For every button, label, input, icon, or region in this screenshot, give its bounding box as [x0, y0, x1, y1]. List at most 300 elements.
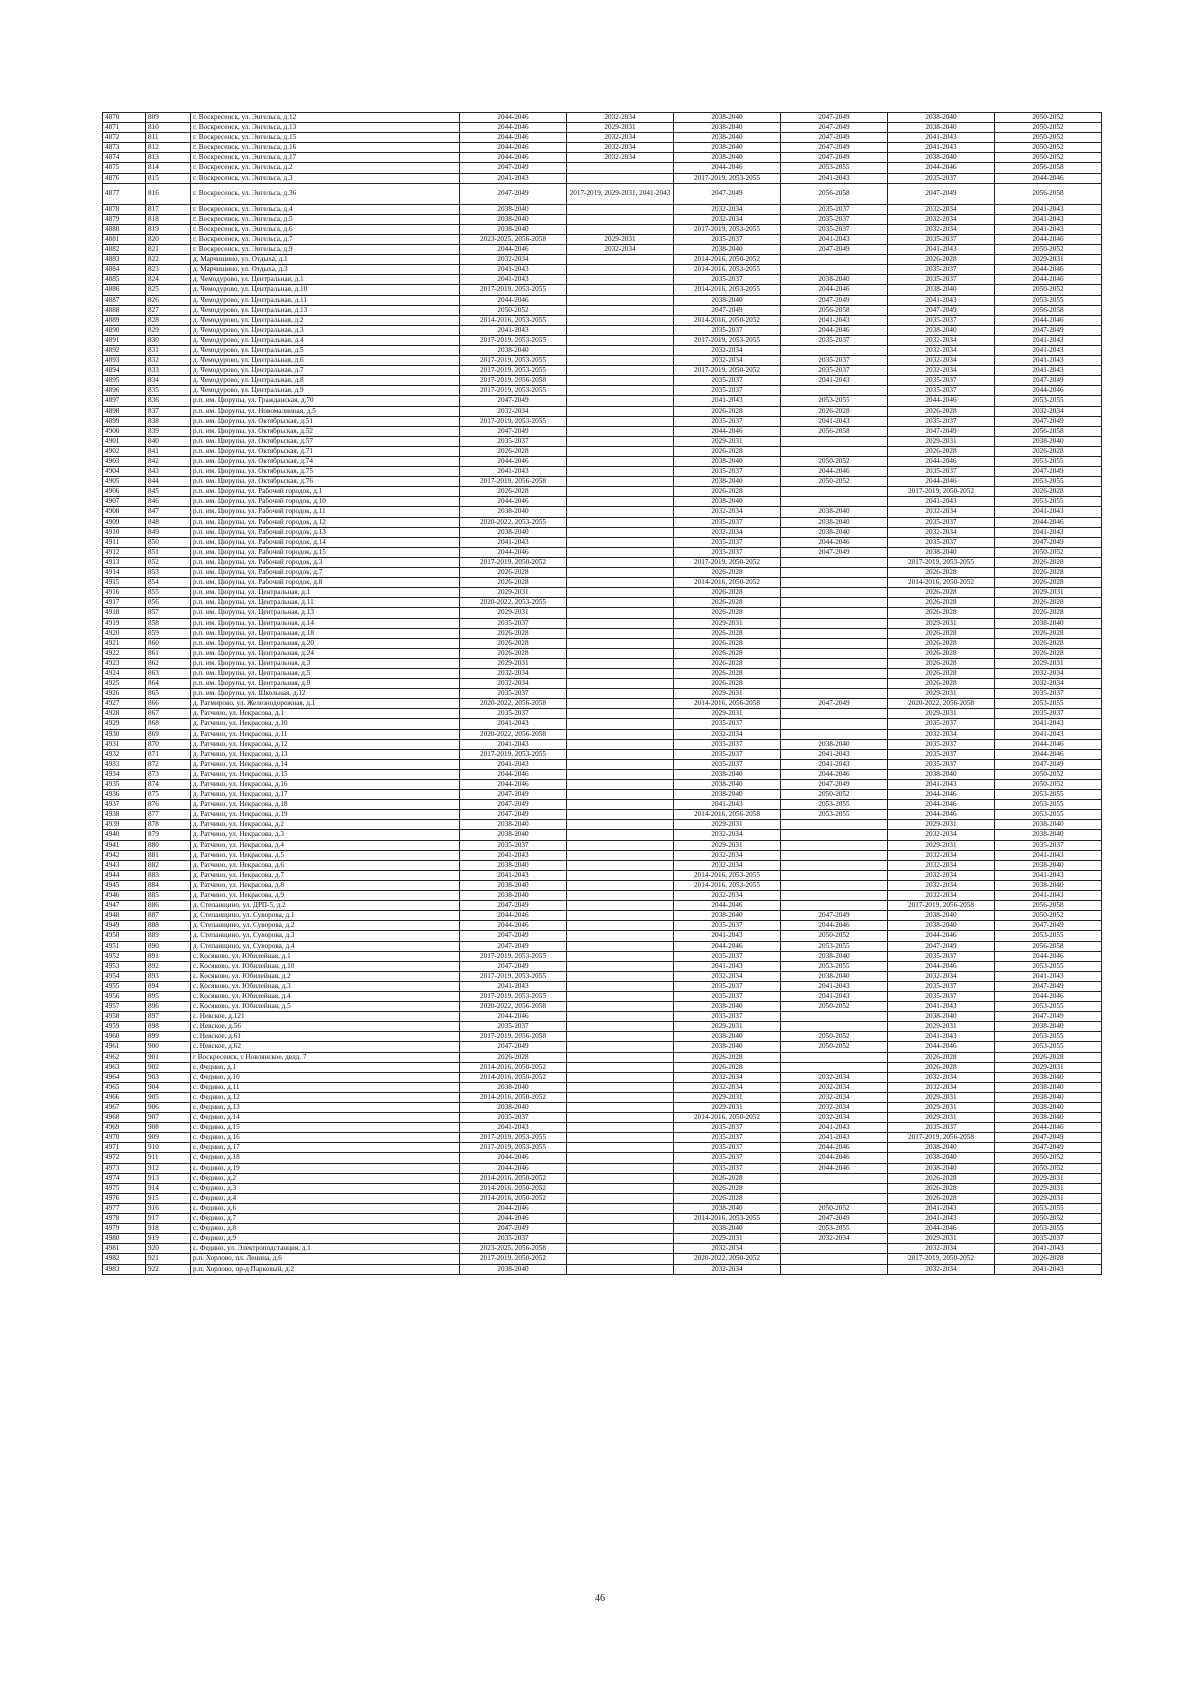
table-row [103, 1264, 1102, 1274]
period-roof-cell: 2044-2046 [460, 497, 567, 507]
house-number-cell: 824 [146, 275, 191, 285]
period-foundation-cell: 2032-2034 [995, 679, 1102, 689]
house-number-cell: 820 [146, 234, 191, 244]
period-engineering-cell: 2041-2043 [674, 396, 781, 406]
period-elevator-cell: 2047-2049 [781, 699, 888, 709]
period-elevator-cell [781, 1254, 888, 1264]
period-facade-cell [567, 426, 674, 436]
period-engineering-cell: 2029-2031 [674, 840, 781, 850]
period-facade-cell [567, 547, 674, 557]
house-number-cell: 847 [146, 507, 191, 517]
period-facade-cell [567, 315, 674, 325]
period-elevator-cell: 2035-2037 [781, 335, 888, 345]
table-row [103, 1224, 1102, 1234]
period-elevator-cell: 2050-2052 [781, 931, 888, 941]
period-basement-cell: 2038-2040 [888, 123, 995, 133]
row-number-cell: 4969 [103, 1123, 146, 1133]
address-cell: д. Марчишино, ул. Отдыха, д.1 [191, 255, 460, 265]
period-basement-cell: 2044-2046 [888, 163, 995, 173]
address-cell: р.п. им. Цюрупы, ул. Октябрьская, д.52 [191, 426, 460, 436]
period-elevator-cell: 2032-2034 [781, 1234, 888, 1244]
house-number-cell: 814 [146, 163, 191, 173]
period-basement-cell: 2020-2022, 2056-2058 [888, 699, 995, 709]
period-foundation-cell: 2038-2040 [995, 1022, 1102, 1032]
period-foundation-cell: 2041-2043 [995, 870, 1102, 880]
period-foundation-cell: 2026-2028 [995, 638, 1102, 648]
period-elevator-cell [781, 840, 888, 850]
table-row [103, 598, 1102, 608]
period-elevator-cell [781, 1183, 888, 1193]
table-row [103, 467, 1102, 477]
address-cell: с. Невское, д.121 [191, 1012, 460, 1022]
row-number-cell: 4944 [103, 870, 146, 880]
row-number-cell: 4953 [103, 961, 146, 971]
table-row [103, 921, 1102, 931]
period-roof-cell: 2026-2028 [460, 446, 567, 456]
period-basement-cell: 2035-2037 [888, 1123, 995, 1133]
period-elevator-cell [781, 850, 888, 860]
period-engineering-cell: 2038-2040 [674, 295, 781, 305]
period-facade-cell [567, 638, 674, 648]
address-cell: р.п. им. Цюрупы, ул. Центральная, д.18 [191, 628, 460, 638]
period-foundation-cell: 2044-2046 [995, 234, 1102, 244]
row-number-cell: 4978 [103, 1214, 146, 1224]
address-cell: д. Ратчино, ул. Некрасова, д.18 [191, 800, 460, 810]
period-elevator-cell [781, 729, 888, 739]
period-engineering-cell: 2038-2040 [674, 113, 781, 123]
period-facade-cell [567, 224, 674, 234]
house-number-cell: 912 [146, 1163, 191, 1173]
period-foundation-cell: 2047-2049 [995, 537, 1102, 547]
period-foundation-cell: 2026-2028 [995, 568, 1102, 578]
period-foundation-cell: 2047-2049 [995, 1012, 1102, 1022]
period-foundation-cell: 2044-2046 [995, 951, 1102, 961]
period-facade-cell [567, 386, 674, 396]
period-facade-cell [567, 840, 674, 850]
period-basement-cell: 2032-2034 [888, 971, 995, 981]
period-basement-cell: 2047-2049 [888, 941, 995, 951]
period-foundation-cell: 2038-2040 [995, 1092, 1102, 1102]
period-roof-cell: 2032-2034 [460, 668, 567, 678]
period-basement-cell: 2035-2037 [888, 416, 995, 426]
address-cell: г. Воскресенск, ул. Энгельса, д.13 [191, 123, 460, 133]
address-cell: д. Ратчино, ул. Некрасова, д.13 [191, 749, 460, 759]
period-basement-cell: 2032-2034 [888, 729, 995, 739]
house-number-cell: 898 [146, 1022, 191, 1032]
row-number-cell: 4972 [103, 1153, 146, 1163]
period-facade-cell [567, 1163, 674, 1173]
period-roof-cell: 2023-2025, 2056-2058 [460, 234, 567, 244]
house-number-cell: 823 [146, 265, 191, 275]
period-roof-cell: 2017-2019, 2053-2055 [460, 416, 567, 426]
period-engineering-cell: 2014-2016, 2050-2052 [674, 578, 781, 588]
period-foundation-cell: 2026-2028 [995, 598, 1102, 608]
table-row [103, 386, 1102, 396]
period-roof-cell: 2038-2040 [460, 204, 567, 214]
period-foundation-cell: 2029-2031 [995, 1183, 1102, 1193]
period-engineering-cell: 2026-2028 [674, 406, 781, 416]
period-engineering-cell: 2041-2043 [674, 800, 781, 810]
table-row [103, 457, 1102, 467]
period-roof-cell: 2044-2046 [460, 547, 567, 557]
table-body [103, 113, 1102, 1275]
period-basement-cell: 2032-2034 [888, 830, 995, 840]
row-number-cell: 4878 [103, 204, 146, 214]
house-number-cell: 893 [146, 971, 191, 981]
row-number-cell: 4885 [103, 275, 146, 285]
house-number-cell: 835 [146, 386, 191, 396]
table-row [103, 820, 1102, 830]
period-elevator-cell [781, 588, 888, 598]
address-cell: д. Ратчино, ул. Некрасова, д.10 [191, 719, 460, 729]
period-facade-cell [567, 1032, 674, 1042]
period-basement-cell: 2032-2034 [888, 527, 995, 537]
period-basement-cell: 2035-2037 [888, 951, 995, 961]
row-number-cell: 4921 [103, 638, 146, 648]
row-number-cell: 4963 [103, 1062, 146, 1072]
house-number-cell: 851 [146, 547, 191, 557]
period-foundation-cell: 2053-2055 [995, 1002, 1102, 1012]
period-engineering-cell: 2035-2037 [674, 537, 781, 547]
row-number-cell: 4932 [103, 749, 146, 759]
period-engineering-cell: 2038-2040 [674, 153, 781, 163]
address-cell: с. Федино, д.17 [191, 1143, 460, 1153]
period-basement-cell: 2041-2043 [888, 497, 995, 507]
period-elevator-cell: 2047-2049 [781, 547, 888, 557]
period-engineering-cell: 2035-2037 [674, 325, 781, 335]
period-elevator-cell: 2047-2049 [781, 123, 888, 133]
address-cell: с. Косяково, ул. Юбилейная, д.2 [191, 971, 460, 981]
house-number-cell: 883 [146, 870, 191, 880]
period-elevator-cell [781, 901, 888, 911]
house-number-cell: 884 [146, 880, 191, 890]
period-roof-cell: 2038-2040 [460, 1082, 567, 1092]
period-roof-cell: 2044-2046 [460, 1163, 567, 1173]
period-facade-cell [567, 618, 674, 628]
row-number-cell: 4914 [103, 568, 146, 578]
period-basement-cell: 2026-2028 [888, 638, 995, 648]
table-row [103, 1012, 1102, 1022]
period-facade-cell [567, 1234, 674, 1244]
house-number-cell: 852 [146, 557, 191, 567]
address-cell: с. Невское, д.62 [191, 1042, 460, 1052]
period-roof-cell: 2014-2016, 2050-2052 [460, 1183, 567, 1193]
period-engineering-cell: 2014-2016, 2053-2055 [674, 880, 781, 890]
period-basement-cell: 2032-2034 [888, 1244, 995, 1254]
address-cell: с. Федино, д.8 [191, 1224, 460, 1234]
period-elevator-cell: 2053-2055 [781, 941, 888, 951]
period-elevator-cell [781, 345, 888, 355]
table-row [103, 699, 1102, 709]
table-row [103, 173, 1102, 183]
period-basement-cell: 2035-2037 [888, 991, 995, 1001]
period-basement-cell: 2035-2037 [888, 315, 995, 325]
house-number-cell: 918 [146, 1224, 191, 1234]
period-facade-cell [567, 467, 674, 477]
period-roof-cell: 2044-2046 [460, 911, 567, 921]
period-engineering-cell: 2017-2019, 2053-2055 [674, 224, 781, 234]
period-foundation-cell: 2050-2052 [995, 245, 1102, 255]
period-foundation-cell: 2041-2043 [995, 1244, 1102, 1254]
period-roof-cell: 2047-2049 [460, 961, 567, 971]
period-elevator-cell [781, 880, 888, 890]
address-cell: с. Федино, д.4 [191, 1193, 460, 1203]
row-number-cell: 4938 [103, 810, 146, 820]
period-roof-cell: 2038-2040 [460, 345, 567, 355]
address-cell: р.п. Хорлово, пл. Ленина, д.6 [191, 1254, 460, 1264]
table-row [103, 1062, 1102, 1072]
row-number-cell: 4907 [103, 497, 146, 507]
period-facade-cell [567, 285, 674, 295]
address-cell: д. Ратчино, ул. Некрасова, д.14 [191, 759, 460, 769]
period-elevator-cell: 2035-2037 [781, 356, 888, 366]
table-row [103, 689, 1102, 699]
period-foundation-cell: 2050-2052 [995, 1163, 1102, 1173]
row-number-cell: 4939 [103, 820, 146, 830]
row-number-cell: 4931 [103, 739, 146, 749]
period-basement-cell: 2035-2037 [888, 739, 995, 749]
period-engineering-cell: 2026-2028 [674, 446, 781, 456]
period-elevator-cell: 2050-2052 [781, 1032, 888, 1042]
period-elevator-cell [781, 891, 888, 901]
house-number-cell: 907 [146, 1113, 191, 1123]
period-facade-cell [567, 265, 674, 275]
table-row [103, 729, 1102, 739]
period-facade-cell: 2029-2031 [567, 123, 674, 133]
period-engineering-cell: 2032-2034 [674, 356, 781, 366]
period-elevator-cell: 2044-2046 [781, 769, 888, 779]
period-basement-cell: 2038-2040 [888, 113, 995, 123]
period-basement-cell: 2017-2019, 2053-2055 [888, 557, 995, 567]
house-number-cell: 886 [146, 901, 191, 911]
house-number-cell: 861 [146, 648, 191, 658]
period-elevator-cell [781, 255, 888, 265]
address-cell: д. Ратчино, ул. Некрасова, д.2 [191, 820, 460, 830]
period-foundation-cell: 2041-2043 [995, 850, 1102, 860]
house-number-cell: 843 [146, 467, 191, 477]
period-basement-cell: 2041-2043 [888, 780, 995, 790]
row-number-cell: 4887 [103, 295, 146, 305]
period-foundation-cell: 2044-2046 [995, 991, 1102, 1001]
period-foundation-cell: 2026-2028 [995, 578, 1102, 588]
period-elevator-cell: 2041-2043 [781, 234, 888, 244]
period-basement-cell: 2041-2043 [888, 1032, 995, 1042]
address-cell: д. Чемодурово, ул. Центральная, д.2 [191, 315, 460, 325]
address-cell: д. Ратчино, ул. Некрасова, д.11 [191, 729, 460, 739]
period-facade-cell [567, 709, 674, 719]
row-number-cell: 4910 [103, 527, 146, 537]
row-number-cell: 4923 [103, 658, 146, 668]
table-row [103, 1092, 1102, 1102]
address-cell: д. Чемодурово, ул. Центральная, д.9 [191, 386, 460, 396]
period-facade-cell [567, 1214, 674, 1224]
period-basement-cell: 2035-2037 [888, 467, 995, 477]
house-number-cell: 895 [146, 991, 191, 1001]
period-engineering-cell: 2026-2028 [674, 598, 781, 608]
period-elevator-cell: 2032-2034 [781, 1072, 888, 1082]
period-basement-cell: 2017-2019, 2056-2058 [888, 901, 995, 911]
period-roof-cell: 2038-2040 [460, 527, 567, 537]
period-engineering-cell: 2032-2034 [674, 860, 781, 870]
period-engineering-cell: 2032-2034 [674, 527, 781, 537]
period-facade-cell [567, 810, 674, 820]
period-basement-cell: 2035-2037 [888, 719, 995, 729]
table-row [103, 1133, 1102, 1143]
address-cell: д. Степанщино, ул. Суворова, д.2 [191, 921, 460, 931]
period-roof-cell: 2044-2046 [460, 133, 567, 143]
period-roof-cell: 2017-2019, 2050-2052 [460, 1254, 567, 1264]
period-elevator-cell: 2056-2058 [781, 305, 888, 315]
period-basement-cell: 2044-2046 [888, 800, 995, 810]
period-engineering-cell: 2014-2016, 2053-2055 [674, 285, 781, 295]
period-foundation-cell: 2053-2055 [995, 457, 1102, 467]
table-row [103, 749, 1102, 759]
period-engineering-cell: 2026-2028 [674, 1052, 781, 1062]
period-roof-cell: 2038-2040 [460, 1103, 567, 1113]
period-roof-cell: 2017-2019, 2053-2055 [460, 1133, 567, 1143]
address-cell: с. Федино, д.7 [191, 1214, 460, 1224]
period-roof-cell: 2044-2046 [460, 143, 567, 153]
period-elevator-cell: 2032-2034 [781, 1082, 888, 1092]
house-number-cell: 867 [146, 709, 191, 719]
house-number-cell: 837 [146, 406, 191, 416]
period-basement-cell: 2032-2034 [888, 224, 995, 234]
table-row [103, 880, 1102, 890]
period-basement-cell: 2035-2037 [888, 537, 995, 547]
period-engineering-cell: 2029-2031 [674, 820, 781, 830]
period-roof-cell: 2020-2022, 2053-2055 [460, 598, 567, 608]
period-facade-cell [567, 335, 674, 345]
period-elevator-cell [781, 598, 888, 608]
address-cell: р.п. им. Цюрупы, ул. Школьная, д.12 [191, 689, 460, 699]
period-basement-cell: 2044-2046 [888, 810, 995, 820]
row-number-cell: 4892 [103, 345, 146, 355]
period-elevator-cell: 2041-2043 [781, 315, 888, 325]
period-roof-cell: 2047-2049 [460, 790, 567, 800]
period-facade-cell [567, 1072, 674, 1082]
period-facade-cell [567, 1002, 674, 1012]
table-row [103, 113, 1102, 123]
row-number-cell: 4975 [103, 1183, 146, 1193]
period-elevator-cell: 2041-2043 [781, 759, 888, 769]
period-basement-cell: 2041-2043 [888, 1002, 995, 1012]
period-foundation-cell: 2026-2028 [995, 648, 1102, 658]
address-cell: р.п. им. Цюрупы, ул. Октябрьская, д.75 [191, 467, 460, 477]
period-foundation-cell: 2050-2052 [995, 780, 1102, 790]
period-engineering-cell: 2026-2028 [674, 608, 781, 618]
period-engineering-cell: 2047-2049 [674, 305, 781, 315]
house-number-cell: 913 [146, 1173, 191, 1183]
period-facade-cell: 2032-2034 [567, 133, 674, 143]
period-basement-cell: 2032-2034 [888, 880, 995, 890]
period-foundation-cell: 2035-2037 [995, 840, 1102, 850]
period-foundation-cell: 2041-2043 [995, 204, 1102, 214]
address-cell: г. Воскресенск, ул. Энгельса, д.12 [191, 113, 460, 123]
period-roof-cell: 2047-2049 [460, 426, 567, 436]
period-elevator-cell: 2050-2052 [781, 1203, 888, 1213]
period-engineering-cell: 2017-2019, 2053-2055 [674, 335, 781, 345]
table-row [103, 537, 1102, 547]
period-facade-cell [567, 961, 674, 971]
period-roof-cell: 2017-2019, 2056-2058 [460, 1032, 567, 1042]
period-facade-cell [567, 911, 674, 921]
period-foundation-cell: 2050-2052 [995, 769, 1102, 779]
period-foundation-cell: 2050-2052 [995, 1214, 1102, 1224]
house-number-cell: 846 [146, 497, 191, 507]
address-cell: с. Федино, д.13 [191, 1103, 460, 1113]
period-foundation-cell: 2044-2046 [995, 517, 1102, 527]
table-row [103, 416, 1102, 426]
house-number-cell: 830 [146, 335, 191, 345]
table-row [103, 1052, 1102, 1062]
period-elevator-cell: 2047-2049 [781, 911, 888, 921]
period-basement-cell: 2044-2046 [888, 1042, 995, 1052]
period-roof-cell: 2044-2046 [460, 245, 567, 255]
period-elevator-cell: 2038-2040 [781, 739, 888, 749]
period-facade-cell [567, 941, 674, 951]
period-foundation-cell: 2041-2043 [995, 356, 1102, 366]
period-elevator-cell [781, 830, 888, 840]
address-cell: с. Косяково, ул. Юбилейная, д.5 [191, 1002, 460, 1012]
period-facade-cell [567, 1022, 674, 1032]
period-elevator-cell [781, 568, 888, 578]
row-number-cell: 4940 [103, 830, 146, 840]
house-number-cell: 853 [146, 568, 191, 578]
period-elevator-cell [781, 1193, 888, 1203]
period-roof-cell: 2035-2037 [460, 1234, 567, 1244]
period-roof-cell: 2044-2046 [460, 1214, 567, 1224]
period-foundation-cell: 2029-2031 [995, 1062, 1102, 1072]
period-engineering-cell: 2029-2031 [674, 1234, 781, 1244]
period-elevator-cell: 2056-2058 [781, 426, 888, 436]
period-basement-cell: 2026-2028 [888, 1183, 995, 1193]
period-facade-cell [567, 557, 674, 567]
period-facade-cell [567, 1133, 674, 1143]
period-facade-cell [567, 275, 674, 285]
table-row [103, 860, 1102, 870]
period-foundation-cell: 2050-2052 [995, 133, 1102, 143]
period-elevator-cell: 2044-2046 [781, 537, 888, 547]
address-cell: с. Федино, д.14 [191, 1113, 460, 1123]
house-number-cell: 848 [146, 517, 191, 527]
period-basement-cell: 2032-2034 [888, 507, 995, 517]
period-basement-cell: 2044-2046 [888, 1224, 995, 1234]
period-engineering-cell: 2035-2037 [674, 467, 781, 477]
table-row [103, 1022, 1102, 1032]
period-foundation-cell: 2044-2046 [995, 315, 1102, 325]
period-facade-cell [567, 1143, 674, 1153]
period-elevator-cell [781, 487, 888, 497]
row-number-cell: 4912 [103, 547, 146, 557]
period-elevator-cell [781, 386, 888, 396]
table-row [103, 608, 1102, 618]
period-engineering-cell: 2032-2034 [674, 1244, 781, 1254]
period-foundation-cell: 2053-2055 [995, 295, 1102, 305]
period-roof-cell: 2044-2046 [460, 921, 567, 931]
period-foundation-cell: 2053-2055 [995, 1032, 1102, 1042]
house-number-cell: 834 [146, 376, 191, 386]
house-number-cell: 887 [146, 911, 191, 921]
row-number-cell: 4925 [103, 679, 146, 689]
period-roof-cell: 2047-2049 [460, 931, 567, 941]
row-number-cell: 4979 [103, 1224, 146, 1234]
table-row [103, 295, 1102, 305]
period-engineering-cell: 2032-2034 [674, 850, 781, 860]
row-number-cell: 4945 [103, 880, 146, 890]
period-foundation-cell: 2050-2052 [995, 547, 1102, 557]
period-engineering-cell: 2032-2034 [674, 729, 781, 739]
period-foundation-cell: 2053-2055 [995, 396, 1102, 406]
